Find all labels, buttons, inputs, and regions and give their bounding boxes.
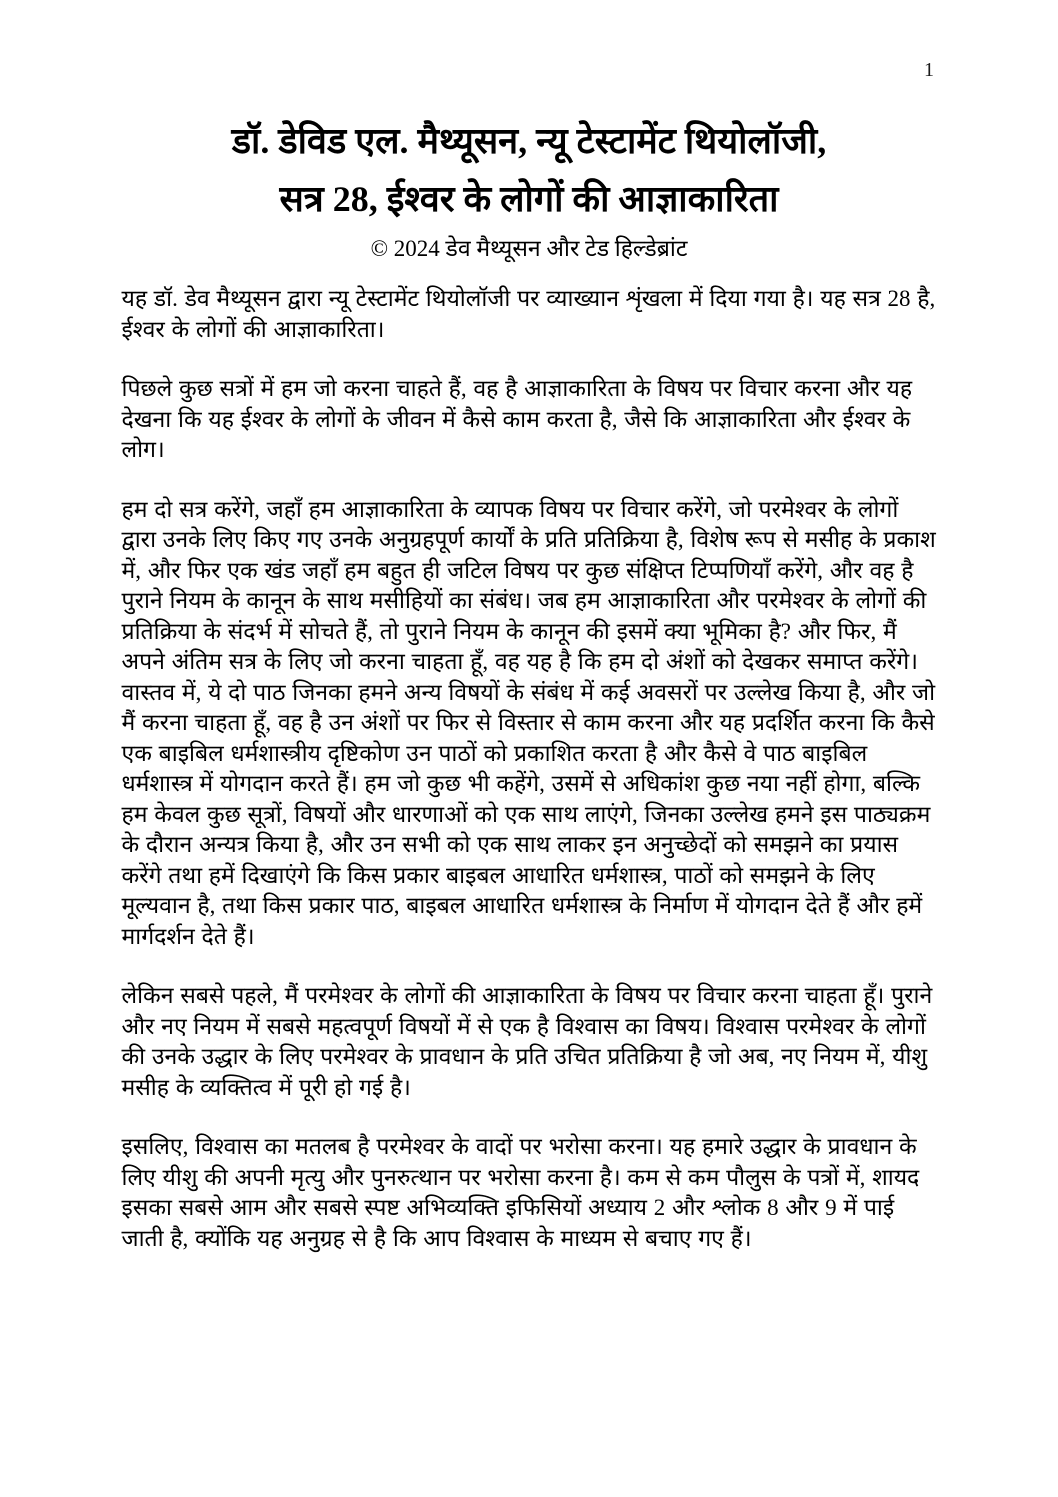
- paragraph-2: पिछले कुछ सत्रों में हम जो करना चाहते हैं, वह है आज्ञाकारिता के विषय पर विचार करना और यह देखना कि यह ईश्वर के लोगों के जीवन में कैसे काम करता है, जैसे कि आज्ञाकारिता और ईश्वर के लोग।: [121, 376, 913, 462]
- paragraph-3: हम दो सत्र करेंगे, जहाँ हम आज्ञाकारिता के व्यापक विषय पर विचार करेंगे, जो परमेश्वर के लोगों द्वारा उनके लिए किए गए उनके अनुग्रहपूर्ण कार्यों के प्रति प्रतिक्रिया है, विशेष रूप से मसीह के प्रकाश में, और फिर एक खंड जहाँ हम बहुत ही जटिल विषय पर कुछ संक्षिप्त टिप्पणियाँ करेंगे, और वह है पुराने नियम के कानून के साथ मसीहियों का संबंध। जब हम आज्ञाकारिता और परमेश्वर के लोगों की प्रतिक्रिया के संदर्भ में सोचते हैं, तो पुराने नियम के कानून की इसमें क्या भूमिका है? और फिर, मैं अपने अंतिम सत्र के लिए जो करना चाहता हूँ, वह यह है कि हम दो अंशों को देखकर समाप्त करेंगे। वास्तव में, ये दो पाठ जिनका हमने अन्य विषयों के संबंध में कई अवसरों पर उल्लेख किया है, और जो मैं करना चाहता हूँ, वह है उन अंशों पर फिर से विस्तार से काम करना और यह प्रदर्शित करना कि कैसे एक बाइबिल धर्मशास्त्रीय दृष्टिकोण उन पाठों को प्रकाशित करता है और कैसे वे पाठ बाइबिल धर्मशास्त्र में योगदान करते हैं। हम जो कुछ भी कहेंगे, उसमें से अधिकांश कुछ नया नहीं होगा, बल्कि हम केवल कुछ सूत्रों, विषयों और धारणाओं को एक साथ लाएंगे, जिनका उल्लेख हमने इस पाठ्यक्रम के दौरान अन्यत्र किया है, और उन सभी को एक साथ लाकर इन अनुच्छेदों को समझने का प्रयास करेंगे तथा हमें दिखाएंगे कि किस प्रकार बाइबल आधारित धर्मशास्त्र, पाठों को समझने के लिए मूल्यवान है, तथा किस प्रकार पाठ, बाइबल आधारित धर्मशास्त्र के निर्माण में योगदान देते हैं और हमें मार्गदर्शन देते हैं।: [121, 496, 936, 949]
- page-number: 1: [924, 59, 934, 81]
- document-body: [122, 284, 937, 1254]
- title-line-2: सत्र 28, ईश्वर के लोगों की आज्ञाकारिता: [279, 179, 779, 219]
- title-line-1: डॉ. डेविड एल. मैथ्यूसन, न्यू टेस्टामेंट थियोलॉजी,: [231, 121, 827, 161]
- paragraph-4: लेकिन सबसे पहले, मैं परमेश्वर के लोगों की आज्ञाकारिता के विषय पर विचार करना चाहता हूँ। पुराने और नए नियम में सबसे महत्वपूर्ण विषयों में से एक है विश्वास का विषय। विश्वास परमेश्वर के लोगों की उनके उद्धार के लिए परमेश्वर के प्रावधान के प्रति उचित प्रतिक्रिया है जो अब, नए नियम में, यीशु मसीह के व्यक्तित्व में पूरी हो गई है।: [121, 983, 933, 1100]
- copyright-line: © 2024 डेव मैथ्यूसन और टेड हिल्डेब्रांट: [370, 236, 688, 261]
- document-title: [99, 0, 959, 264]
- paragraph-1: यह डॉ. डेव मैथ्यूसन द्वारा न्यू टेस्टामेंट थियोलॉजी पर व्याख्यान शृंखला में दिया गया है। यह सत्र 28 है, ईश्वर के लोगों की आज्ञाकारिता।: [121, 286, 936, 342]
- paragraph-5: इसलिए, विश्वास का मतलब है परमेश्वर के वादों पर भरोसा करना। यह हमारे उद्धार के प्रावधान के लिए यीशु की अपनी मृत्यु और पुनरुत्थान पर भरोसा करना है। कम से कम पौलुस के पत्रों में, शायद इसका सबसे आम और सबसे स्पष्ट अभिव्यक्ति इफिसियों अध्याय 2 और श्लोक 8 और 9 में पाई जाती है, क्योंकि यह अनुग्रह से है कि आप विश्वास के माध्यम से बचाए गए हैं।: [121, 1134, 920, 1251]
